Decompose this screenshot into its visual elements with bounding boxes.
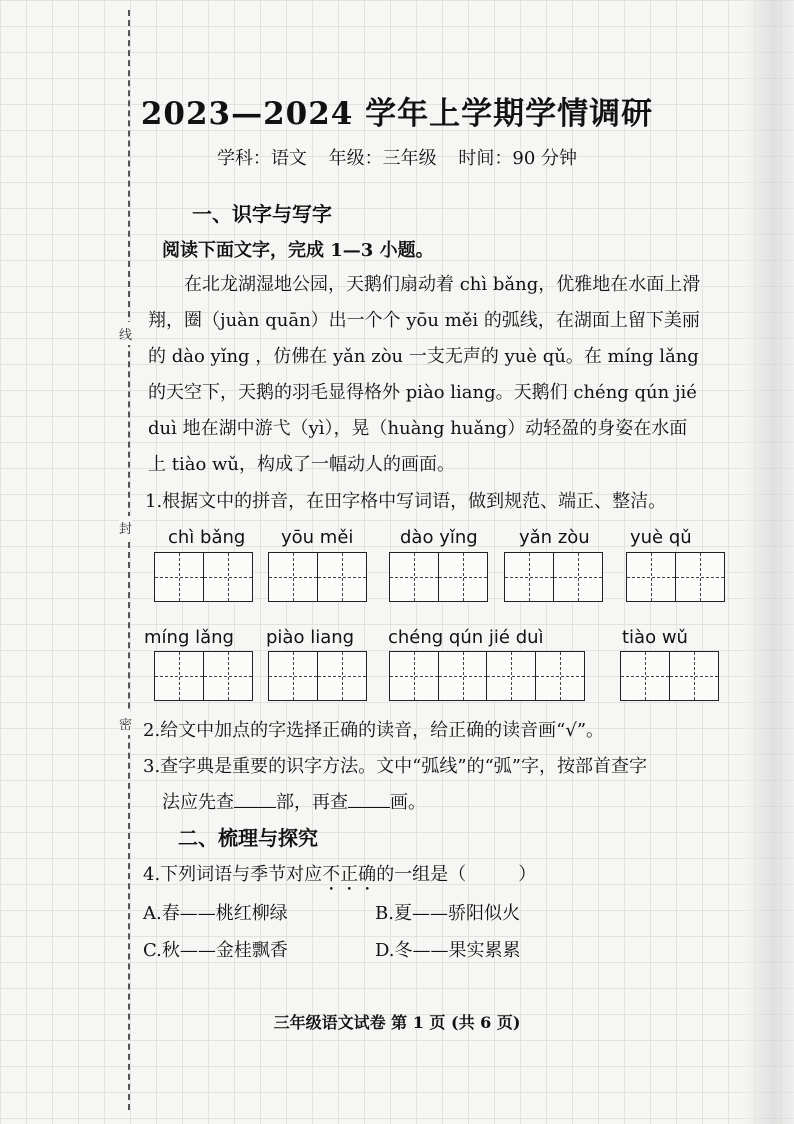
tianzige-you-mei [268, 552, 367, 602]
tianzige-cell[interactable] [154, 552, 204, 602]
pinyin-yue-qu: yuè qǔ [630, 527, 692, 548]
binding-char-bottom: 密 [119, 712, 132, 735]
option-a: A.春——桃红柳绿 [143, 903, 288, 924]
q3-text-c: 画。 [390, 792, 426, 813]
tianzige-cell[interactable] [626, 552, 676, 602]
subject-label: 学科：语文 [216, 148, 307, 169]
question-1: 1.根据文中的拼音，在田字格中写词语，做到规范、端正、整洁。 [145, 491, 667, 512]
binding-dashed-line [128, 10, 130, 1110]
reading-instruction: 阅读下面文字，完成 1—3 小题。 [162, 240, 434, 261]
passage-line-3: 的 dào yǐng ，仿佛在 yǎn zòu 一支无声的 yuè qǔ。在 míng lǎng [148, 346, 699, 367]
q3-text-b: 部，再查 [276, 792, 348, 813]
q4-text-b: 的一组是（ [376, 864, 467, 885]
passage-line-1: 在北龙湖湿地公园，天鹅们扇动着 chì bǎng，优雅地在水面上滑 [184, 274, 701, 295]
tianzige-cell[interactable] [620, 651, 670, 701]
tianzige-cell[interactable] [268, 651, 318, 701]
tianzige-cell[interactable] [486, 651, 536, 701]
tianzige-cell[interactable] [317, 651, 367, 701]
tianzige-cell[interactable] [203, 651, 253, 701]
section2-heading: 二、梳理与探究 [178, 826, 318, 850]
tianzige-cheng-qun-jie-dui [389, 651, 585, 701]
passage-line-5: duì 地在湖中游弋（yì），晃（huàng huǎng）动轻盈的身姿在水面 [148, 418, 688, 439]
q3-text-a: 法应先查 [162, 792, 234, 813]
tianzige-cell[interactable] [154, 651, 204, 701]
q4-text-a: 4.下列词语与季节对应 [143, 864, 323, 885]
time-label: 时间：90 分钟 [458, 148, 578, 169]
tianzige-cell[interactable] [389, 651, 439, 701]
q4-text-c: ） [518, 864, 537, 885]
tianzige-cell[interactable] [317, 552, 367, 602]
question-3-line-1: 3.查字典是重要的识字方法。文中“弧线”的“弧”字，按部首查字 [143, 756, 647, 777]
option-b: B.夏——骄阳似火 [375, 903, 520, 924]
tianzige-cell[interactable] [438, 651, 488, 701]
passage-line-2-text: 翔，圈（juàn quān）出一个个 yōu měi 的弧线，在湖面上留下美丽 [148, 310, 700, 331]
section1-heading: 一、识字与写字 [192, 202, 332, 226]
pinyin-ming-lang: míng lǎng [144, 627, 234, 648]
tianzige-yan-zou [504, 552, 603, 602]
tianzige-yue-qu [626, 552, 725, 602]
tianzige-cell[interactable] [389, 552, 439, 602]
pinyin-piao-liang: piào liang [266, 627, 355, 648]
tianzige-cell[interactable] [268, 552, 318, 602]
tianzige-cell[interactable] [438, 552, 488, 602]
exam-title: 2023—2024 学年上学期学情调研 [140, 96, 654, 132]
passage-line-4: 的天空下，天鹅的羽毛显得格外 piào liang。天鹅们 chéng qún jié [148, 382, 697, 403]
question-4 [143, 860, 536, 895]
q4-dotted-emphasis: 不正确 [322, 864, 377, 885]
pinyin-cheng-qun-jie-dui: chéng qún jié duì [388, 627, 544, 648]
tianzige-cell[interactable] [669, 651, 719, 701]
tianzige-ming-lang [154, 651, 253, 701]
tianzige-piao-liang [268, 651, 367, 701]
radical-answer-blank[interactable] [234, 789, 276, 808]
passage-line-2 [148, 306, 700, 332]
tianzige-cell[interactable] [203, 552, 253, 602]
tianzige-dao-ying [389, 552, 488, 602]
exam-meta [0, 144, 794, 170]
binding-char-mid: 封 [119, 516, 132, 539]
tianzige-chi-bang [154, 552, 253, 602]
binding-char-top: 线 [119, 322, 132, 345]
stroke-count-answer-blank[interactable] [348, 789, 390, 808]
tianzige-cell[interactable] [535, 651, 585, 701]
tianzige-cell[interactable] [675, 552, 725, 602]
pinyin-chi-bang: chì bǎng [168, 527, 246, 548]
pinyin-you-mei: yōu měi [281, 527, 354, 548]
pinyin-dao-ying: dào yǐng [400, 527, 478, 548]
tianzige-cell[interactable] [504, 552, 554, 602]
tianzige-cell[interactable] [553, 552, 603, 602]
pinyin-tiao-wu: tiào wǔ [622, 627, 688, 648]
passage-line-6: 上 tiào wǔ，构成了一幅动人的画面。 [148, 454, 456, 475]
question-2: 2.给文中加点的字选择正确的读音，给正确的读音画“√”。 [143, 720, 605, 741]
page-footer: 三年级语文试卷 第 1 页 (共 6 页) [273, 1013, 521, 1032]
tianzige-tiao-wu [620, 651, 719, 701]
question-3-line-2 [162, 788, 426, 814]
option-c: C.秋——金桂飘香 [143, 940, 288, 961]
grade-label: 年级：三年级 [328, 148, 437, 169]
option-d: D.冬——果实累累 [375, 940, 521, 961]
pinyin-yan-zou: yǎn zòu [519, 527, 590, 548]
